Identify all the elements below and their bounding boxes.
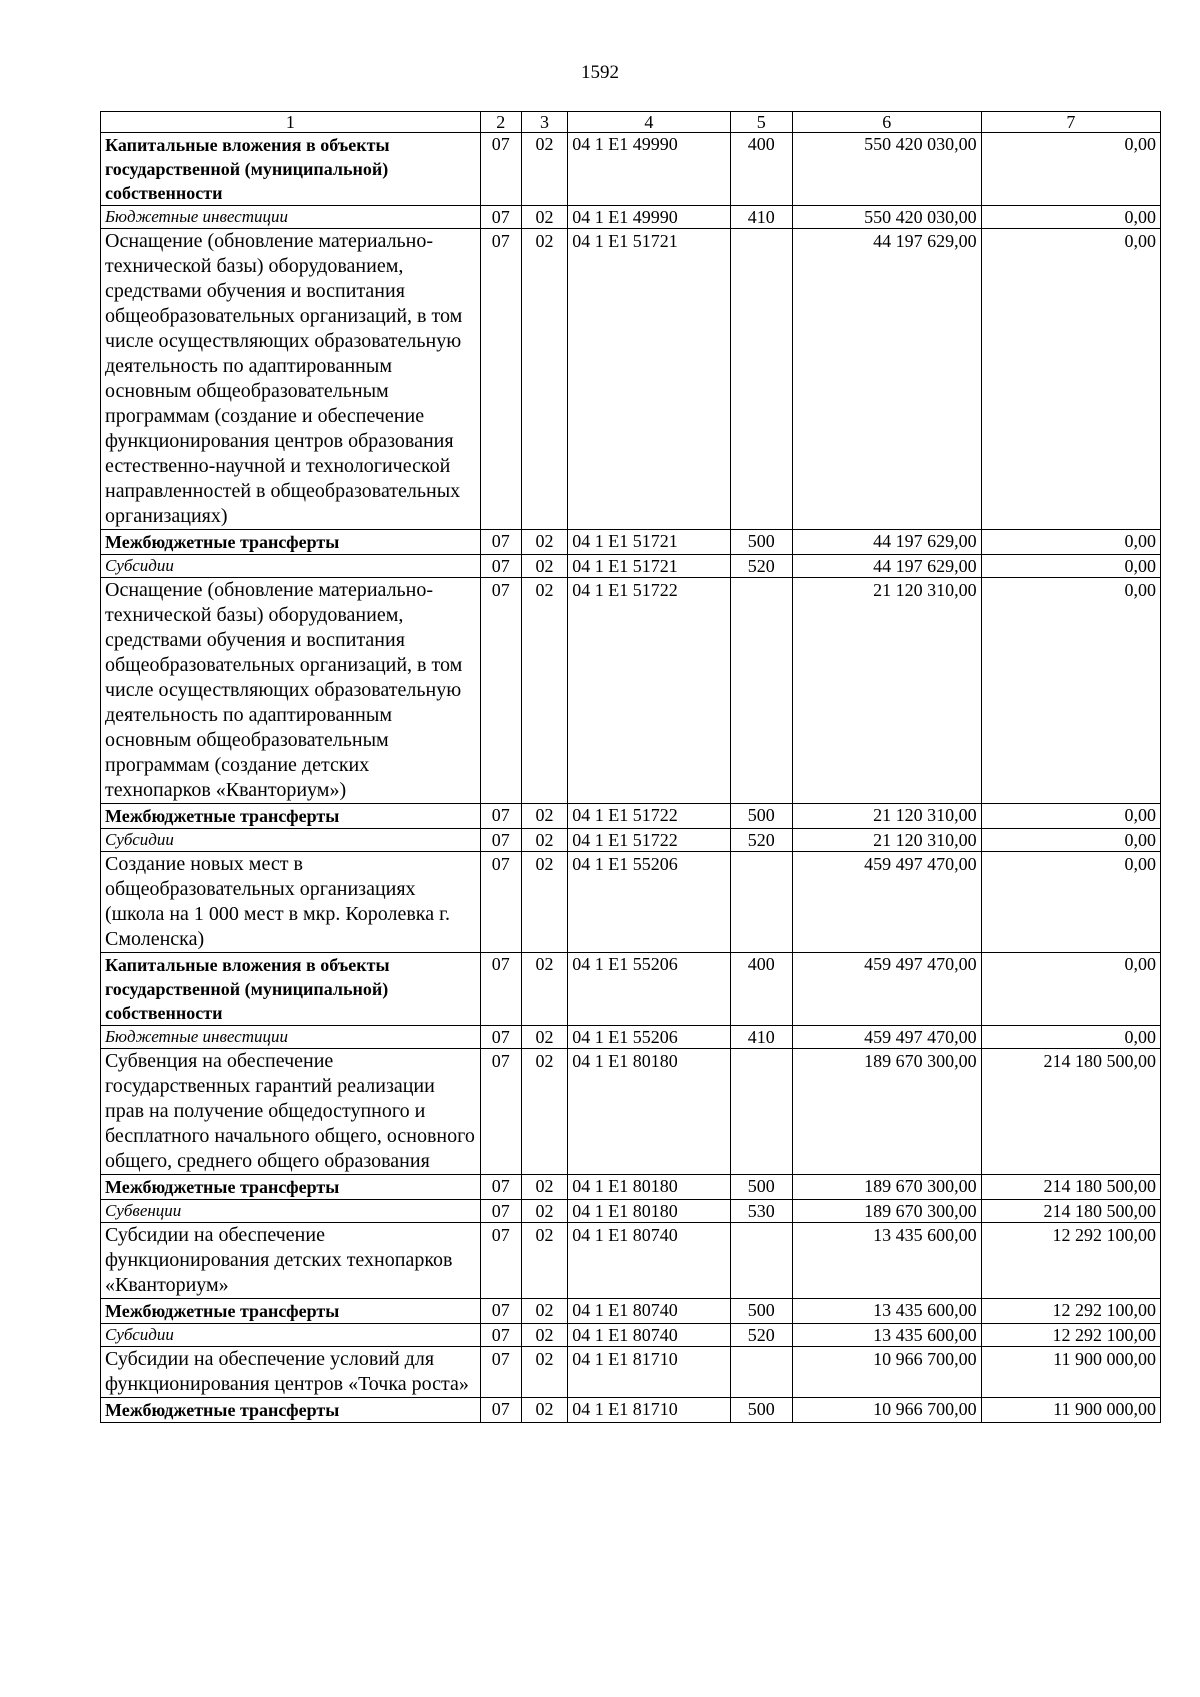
section-code-cell: 07 bbox=[480, 555, 521, 578]
amount-col7-cell: 0,00 bbox=[981, 555, 1160, 578]
row-name-cell: Создание новых мест в общеобразовательных организациях (школа на 1 000 мест в мкр. Королевка г. Смоленска) bbox=[101, 852, 481, 953]
table-row bbox=[101, 953, 1161, 1026]
amount-col7-cell: 214 180 500,00 bbox=[981, 1049, 1160, 1175]
subsection-code-cell: 02 bbox=[521, 555, 567, 578]
target-article-cell: 04 1 E1 55206 bbox=[568, 852, 730, 953]
section-code-cell: 07 bbox=[480, 206, 521, 229]
subsection-code-cell: 02 bbox=[521, 804, 567, 829]
row-name-cell: Субсидии на обеспечение функционирования детских технопарков «Кванториум» bbox=[101, 1223, 481, 1299]
table-row bbox=[101, 1324, 1161, 1347]
header-col-4: 4 bbox=[568, 112, 730, 133]
header-col-1: 1 bbox=[101, 112, 481, 133]
expense-type-cell bbox=[730, 852, 792, 953]
row-name-cell: Бюджетные инвестиции bbox=[101, 206, 481, 229]
expense-type-cell: 410 bbox=[730, 1026, 792, 1049]
table-body bbox=[101, 133, 1161, 1423]
target-article-cell: 04 1 E1 51722 bbox=[568, 804, 730, 829]
section-code-cell: 07 bbox=[480, 578, 521, 804]
amount-col7-cell: 12 292 100,00 bbox=[981, 1299, 1160, 1324]
target-article-cell: 04 1 E1 81710 bbox=[568, 1347, 730, 1398]
table-row bbox=[101, 578, 1161, 804]
row-name-cell: Субсидии bbox=[101, 1324, 481, 1347]
amount-col7-cell: 0,00 bbox=[981, 530, 1160, 555]
target-article-cell: 04 1 E1 80740 bbox=[568, 1324, 730, 1347]
expense-type-cell: 400 bbox=[730, 133, 792, 206]
table-row bbox=[101, 1200, 1161, 1223]
section-code-cell: 07 bbox=[480, 1347, 521, 1398]
target-article-cell: 04 1 E1 55206 bbox=[568, 1026, 730, 1049]
expense-type-cell bbox=[730, 578, 792, 804]
amount-col6-cell: 550 420 030,00 bbox=[792, 206, 981, 229]
expense-type-cell bbox=[730, 229, 792, 530]
amount-col6-cell: 21 120 310,00 bbox=[792, 578, 981, 804]
expense-type-cell: 500 bbox=[730, 1175, 792, 1200]
expense-type-cell: 500 bbox=[730, 804, 792, 829]
amount-col6-cell: 550 420 030,00 bbox=[792, 133, 981, 206]
header-col-6: 6 bbox=[792, 112, 981, 133]
amount-col6-cell: 44 197 629,00 bbox=[792, 530, 981, 555]
section-code-cell: 07 bbox=[480, 1175, 521, 1200]
amount-col7-cell: 0,00 bbox=[981, 1026, 1160, 1049]
amount-col6-cell: 13 435 600,00 bbox=[792, 1324, 981, 1347]
amount-col6-cell: 44 197 629,00 bbox=[792, 555, 981, 578]
row-name-cell: Межбюджетные трансферты bbox=[101, 804, 481, 829]
amount-col7-cell: 0,00 bbox=[981, 229, 1160, 530]
row-name-cell: Субсидии bbox=[101, 829, 481, 852]
section-code-cell: 07 bbox=[480, 1200, 521, 1223]
expense-type-cell: 500 bbox=[730, 1398, 792, 1423]
target-article-cell: 04 1 E1 81710 bbox=[568, 1398, 730, 1423]
section-code-cell: 07 bbox=[480, 1324, 521, 1347]
target-article-cell: 04 1 E1 51722 bbox=[568, 829, 730, 852]
amount-col7-cell: 12 292 100,00 bbox=[981, 1223, 1160, 1299]
subsection-code-cell: 02 bbox=[521, 829, 567, 852]
expense-type-cell bbox=[730, 1347, 792, 1398]
amount-col7-cell: 0,00 bbox=[981, 852, 1160, 953]
expense-type-cell bbox=[730, 1049, 792, 1175]
subsection-code-cell: 02 bbox=[521, 1324, 567, 1347]
row-name-cell: Бюджетные инвестиции bbox=[101, 1026, 481, 1049]
amount-col6-cell: 459 497 470,00 bbox=[792, 953, 981, 1026]
table-row bbox=[101, 229, 1161, 530]
subsection-code-cell: 02 bbox=[521, 1299, 567, 1324]
amount-col7-cell: 12 292 100,00 bbox=[981, 1324, 1160, 1347]
amount-col6-cell: 189 670 300,00 bbox=[792, 1200, 981, 1223]
section-code-cell: 07 bbox=[480, 1398, 521, 1423]
table-row bbox=[101, 1299, 1161, 1324]
section-code-cell: 07 bbox=[480, 1026, 521, 1049]
amount-col7-cell: 0,00 bbox=[981, 133, 1160, 206]
subsection-code-cell: 02 bbox=[521, 1398, 567, 1423]
amount-col6-cell: 13 435 600,00 bbox=[792, 1223, 981, 1299]
header-col-7: 7 bbox=[981, 112, 1160, 133]
target-article-cell: 04 1 E1 51721 bbox=[568, 229, 730, 530]
target-article-cell: 04 1 E1 80180 bbox=[568, 1049, 730, 1175]
section-code-cell: 07 bbox=[480, 852, 521, 953]
page-number: 1592 bbox=[581, 62, 619, 83]
amount-col7-cell: 214 180 500,00 bbox=[981, 1175, 1160, 1200]
row-name-cell: Субвенции bbox=[101, 1200, 481, 1223]
expense-type-cell: 520 bbox=[730, 555, 792, 578]
amount-col6-cell: 189 670 300,00 bbox=[792, 1049, 981, 1175]
section-code-cell: 07 bbox=[480, 1049, 521, 1175]
amount-col6-cell: 459 497 470,00 bbox=[792, 1026, 981, 1049]
subsection-code-cell: 02 bbox=[521, 1049, 567, 1175]
amount-col6-cell: 44 197 629,00 bbox=[792, 229, 981, 530]
table-row bbox=[101, 852, 1161, 953]
table-row bbox=[101, 804, 1161, 829]
table-row bbox=[101, 1175, 1161, 1200]
expense-type-cell: 400 bbox=[730, 953, 792, 1026]
expense-type-cell: 530 bbox=[730, 1200, 792, 1223]
subsection-code-cell: 02 bbox=[521, 953, 567, 1026]
target-article-cell: 04 1 E1 80740 bbox=[568, 1299, 730, 1324]
target-article-cell: 04 1 E1 80740 bbox=[568, 1223, 730, 1299]
amount-col6-cell: 13 435 600,00 bbox=[792, 1299, 981, 1324]
amount-col7-cell: 0,00 bbox=[981, 206, 1160, 229]
expense-type-cell: 500 bbox=[730, 530, 792, 555]
target-article-cell: 04 1 E1 55206 bbox=[568, 953, 730, 1026]
table-row bbox=[101, 530, 1161, 555]
section-code-cell: 07 bbox=[480, 804, 521, 829]
amount-col7-cell: 0,00 bbox=[981, 804, 1160, 829]
subsection-code-cell: 02 bbox=[521, 1175, 567, 1200]
row-name-cell: Межбюджетные трансферты bbox=[101, 530, 481, 555]
target-article-cell: 04 1 E1 49990 bbox=[568, 133, 730, 206]
subsection-code-cell: 02 bbox=[521, 1026, 567, 1049]
row-name-cell: Капитальные вложения в объекты государственной (муниципальной) собственности bbox=[101, 133, 481, 206]
table-row bbox=[101, 555, 1161, 578]
header-col-2: 2 bbox=[480, 112, 521, 133]
table-row bbox=[101, 1398, 1161, 1423]
amount-col6-cell: 10 966 700,00 bbox=[792, 1398, 981, 1423]
amount-col6-cell: 189 670 300,00 bbox=[792, 1175, 981, 1200]
amount-col7-cell: 11 900 000,00 bbox=[981, 1347, 1160, 1398]
section-code-cell: 07 bbox=[480, 133, 521, 206]
section-code-cell: 07 bbox=[480, 229, 521, 530]
expense-type-cell: 520 bbox=[730, 829, 792, 852]
table-row bbox=[101, 206, 1161, 229]
target-article-cell: 04 1 E1 49990 bbox=[568, 206, 730, 229]
section-code-cell: 07 bbox=[480, 530, 521, 555]
target-article-cell: 04 1 E1 80180 bbox=[568, 1200, 730, 1223]
subsection-code-cell: 02 bbox=[521, 578, 567, 804]
section-code-cell: 07 bbox=[480, 1223, 521, 1299]
subsection-code-cell: 02 bbox=[521, 530, 567, 555]
amount-col7-cell: 214 180 500,00 bbox=[981, 1200, 1160, 1223]
section-code-cell: 07 bbox=[480, 953, 521, 1026]
subsection-code-cell: 02 bbox=[521, 229, 567, 530]
subsection-code-cell: 02 bbox=[521, 206, 567, 229]
target-article-cell: 04 1 E1 51721 bbox=[568, 555, 730, 578]
amount-col7-cell: 0,00 bbox=[981, 953, 1160, 1026]
amount-col7-cell: 0,00 bbox=[981, 578, 1160, 804]
expense-type-cell bbox=[730, 1223, 792, 1299]
row-name-cell: Межбюджетные трансферты bbox=[101, 1398, 481, 1423]
amount-col6-cell: 21 120 310,00 bbox=[792, 804, 981, 829]
row-name-cell: Межбюджетные трансферты bbox=[101, 1175, 481, 1200]
row-name-cell: Субсидии на обеспечение условий для функционирования центров «Точка роста» bbox=[101, 1347, 481, 1398]
subsection-code-cell: 02 bbox=[521, 1223, 567, 1299]
target-article-cell: 04 1 E1 51722 bbox=[568, 578, 730, 804]
table-row bbox=[101, 1026, 1161, 1049]
table-row bbox=[101, 1347, 1161, 1398]
amount-col7-cell: 11 900 000,00 bbox=[981, 1398, 1160, 1423]
header-col-5: 5 bbox=[730, 112, 792, 133]
table-row bbox=[101, 1049, 1161, 1175]
row-name-cell: Оснащение (обновление материально-технической базы) оборудованием, средствами обучения и воспитания общеобразовательных организаций, в том числе осуществляющих образовательную деятельность по адаптированным основным общеобразовательным программам (создание и обеспечение функционирования центров образования естественно-научной и технологической направленностей в общеобразовательных организациях) bbox=[101, 229, 481, 530]
header-col-3: 3 bbox=[521, 112, 567, 133]
subsection-code-cell: 02 bbox=[521, 1347, 567, 1398]
row-name-cell: Субвенция на обеспечение государственных гарантий реализации прав на получение общедоступного и бесплатного начального общего, основного общего, среднего общего образования bbox=[101, 1049, 481, 1175]
row-name-cell: Межбюджетные трансферты bbox=[101, 1299, 481, 1324]
section-code-cell: 07 bbox=[480, 829, 521, 852]
table-row bbox=[101, 829, 1161, 852]
budget-table bbox=[100, 111, 1161, 1423]
amount-col7-cell: 0,00 bbox=[981, 829, 1160, 852]
amount-col6-cell: 459 497 470,00 bbox=[792, 852, 981, 953]
table-row bbox=[101, 133, 1161, 206]
row-name-cell: Оснащение (обновление материально-технической базы) оборудованием, средствами обучения и воспитания общеобразовательных организаций, в том числе осуществляющих образовательную деятельность по адаптированным основным общеобразовательным программам (создание детских технопарков «Кванториум») bbox=[101, 578, 481, 804]
subsection-code-cell: 02 bbox=[521, 852, 567, 953]
expense-type-cell: 520 bbox=[730, 1324, 792, 1347]
subsection-code-cell: 02 bbox=[521, 133, 567, 206]
row-name-cell: Капитальные вложения в объекты государственной (муниципальной) собственности bbox=[101, 953, 481, 1026]
table-row bbox=[101, 1223, 1161, 1299]
section-code-cell: 07 bbox=[480, 1299, 521, 1324]
subsection-code-cell: 02 bbox=[521, 1200, 567, 1223]
target-article-cell: 04 1 E1 51721 bbox=[568, 530, 730, 555]
expense-type-cell: 500 bbox=[730, 1299, 792, 1324]
row-name-cell: Субсидии bbox=[101, 555, 481, 578]
target-article-cell: 04 1 E1 80180 bbox=[568, 1175, 730, 1200]
header-row bbox=[101, 112, 1161, 133]
expense-type-cell: 410 bbox=[730, 206, 792, 229]
amount-col6-cell: 10 966 700,00 bbox=[792, 1347, 981, 1398]
amount-col6-cell: 21 120 310,00 bbox=[792, 829, 981, 852]
